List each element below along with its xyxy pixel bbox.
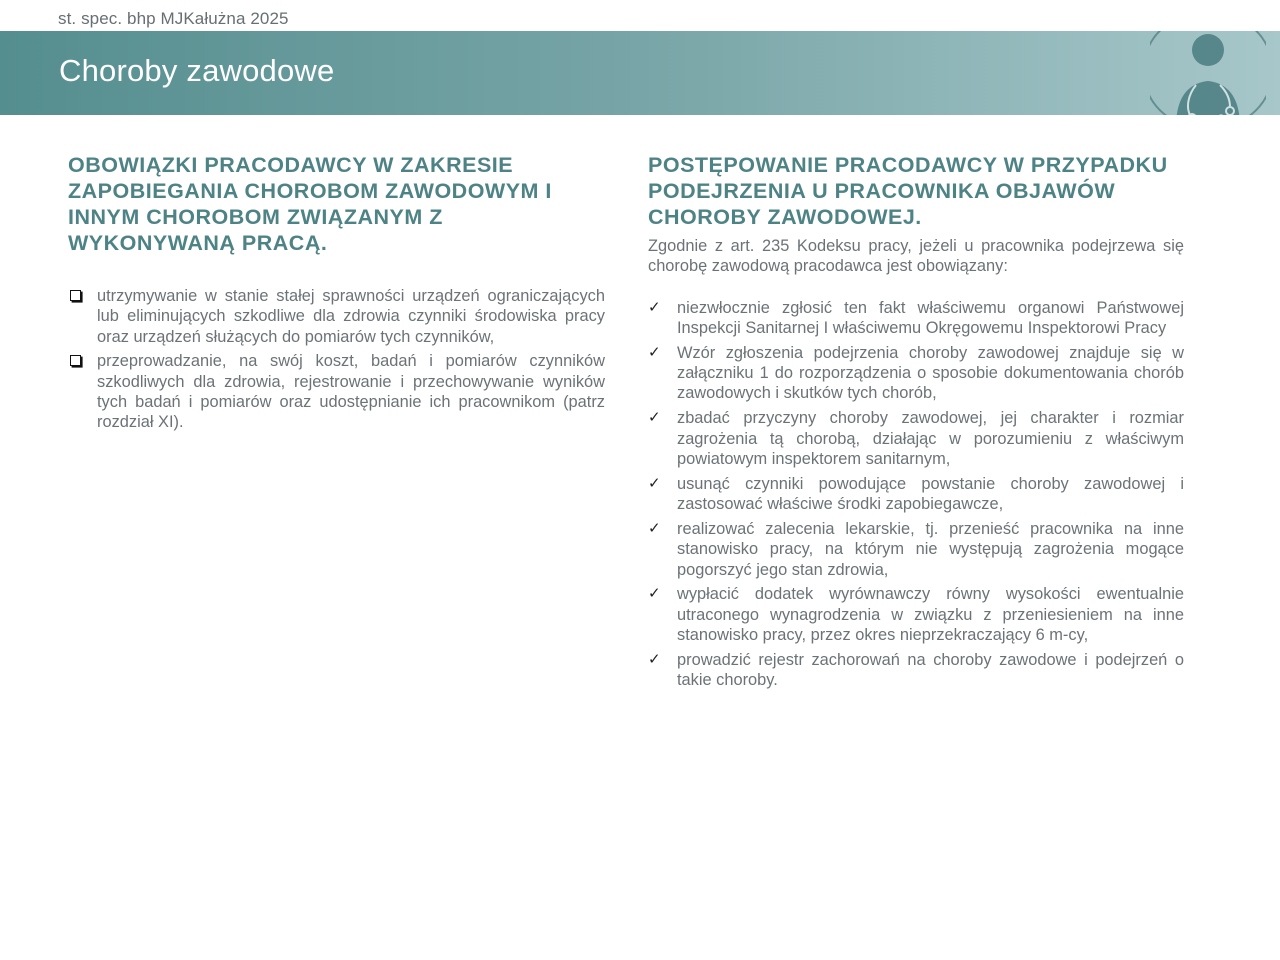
list-item-text: utrzymywanie w stanie stałej sprawności urządzeń ograniczających lub eliminujących szkodliwe dla zdrowia czynniki środowiska pracy oraz urządzeń służących do pomiarów tych czynników,	[97, 287, 605, 346]
checkmark-icon: ✓	[648, 298, 661, 316]
checkmark-icon: ✓	[648, 585, 661, 603]
page-title: Choroby zawodowe	[59, 53, 335, 88]
list-item	[648, 408, 1184, 469]
checkmark-icon: ✓	[648, 650, 661, 668]
left-list	[68, 286, 605, 433]
list-item	[648, 584, 1184, 645]
right-intro: Zgodnie z art. 235 Kodeksu pracy, jeżeli u pracownika podejrzewa się chorobę zawodową pracodawca jest obowiązany:	[648, 237, 1184, 276]
list-item-text: zbadać przyczyny choroby zawodowej, jej charakter i rozmiar zagrożenia tą chorobą, działając w porozumieniu z właściwym powiatowym inspektorem sanitarnym,	[677, 409, 1184, 468]
list-item	[648, 650, 1184, 691]
left-column	[68, 152, 605, 437]
checkmark-icon: ✓	[648, 474, 661, 492]
list-item-text: Wzór zgłoszenia podejrzenia choroby zawodowej znajduje się w załączniku 1 do rozporządzenia o sposobie dokumentowania chorób zawodowych i skutków tych chorób,	[677, 343, 1184, 403]
author-credit: st. spec. bhp MJKałużna 2025	[58, 9, 289, 28]
right-heading: POSTĘPOWANIE PRACODAWCY W PRZYPADKU PODEJRZENIA U PRACOWNIKA OBJAWÓW CHOROBY ZAWODOWEJ.	[648, 153, 1168, 229]
left-heading: OBOWIĄZKI PRACODAWCY W ZAKRESIE ZAPOBIEGANIA CHOROBOM ZAWODOWYM I INNYM CHOROBOM ZWIĄZANYM Z WYKONYWANĄ PRACĄ.	[68, 153, 552, 255]
list-item	[648, 519, 1184, 580]
list-item-text: wypłacić dodatek wyrównawczy równy wysokości ewentualnie utraconego wynagrodzenia w związku z przeniesieniem na inne stanowisko pracy, przez okres nieprzekraczający 6 m-cy,	[677, 585, 1184, 645]
right-list	[648, 298, 1184, 691]
list-item	[648, 474, 1184, 515]
list-item	[68, 351, 605, 432]
doctor-icon	[1150, 31, 1266, 115]
checkmark-icon: ✓	[648, 409, 661, 427]
right-column	[648, 152, 1184, 695]
title-banner	[0, 31, 1280, 115]
list-item-text: niezwłocznie zgłosić ten fakt właściwemu organowi Państwowej Inspekcji Sanitarnej I właściwemu Okręgowemu Inspektorowi Pracy	[677, 298, 1184, 337]
list-item	[648, 343, 1184, 404]
square-bullet-icon	[70, 355, 81, 366]
list-item-text: realizować zalecenia lekarskie, tj. przenieść pracownika na inne stanowisko pracy, na którym nie występują zagrożenia mogące pogorszyć jego stan zdrowia,	[677, 519, 1184, 579]
list-item-text: przeprowadzanie, na swój koszt, badań i pomiarów czynników szkodliwych dla zdrowia, rejestrowanie i przechowywanie wyników tych badań i pomiarów oraz udostępnianie ich pracownikom (patrz rozdział XI).	[97, 352, 605, 432]
list-item	[68, 286, 605, 347]
list-item	[648, 298, 1184, 339]
checkmark-icon: ✓	[648, 343, 661, 361]
list-item-text: usunąć czynniki powodujące powstanie choroby zawodowej i zastosować właściwe środki zapobiegawcze,	[677, 474, 1184, 514]
square-bullet-icon	[70, 290, 81, 301]
list-item-text: prowadzić rejestr zachorowań na choroby zawodowe i podejrzeń o takie choroby.	[677, 650, 1184, 690]
checkmark-icon: ✓	[648, 519, 661, 537]
